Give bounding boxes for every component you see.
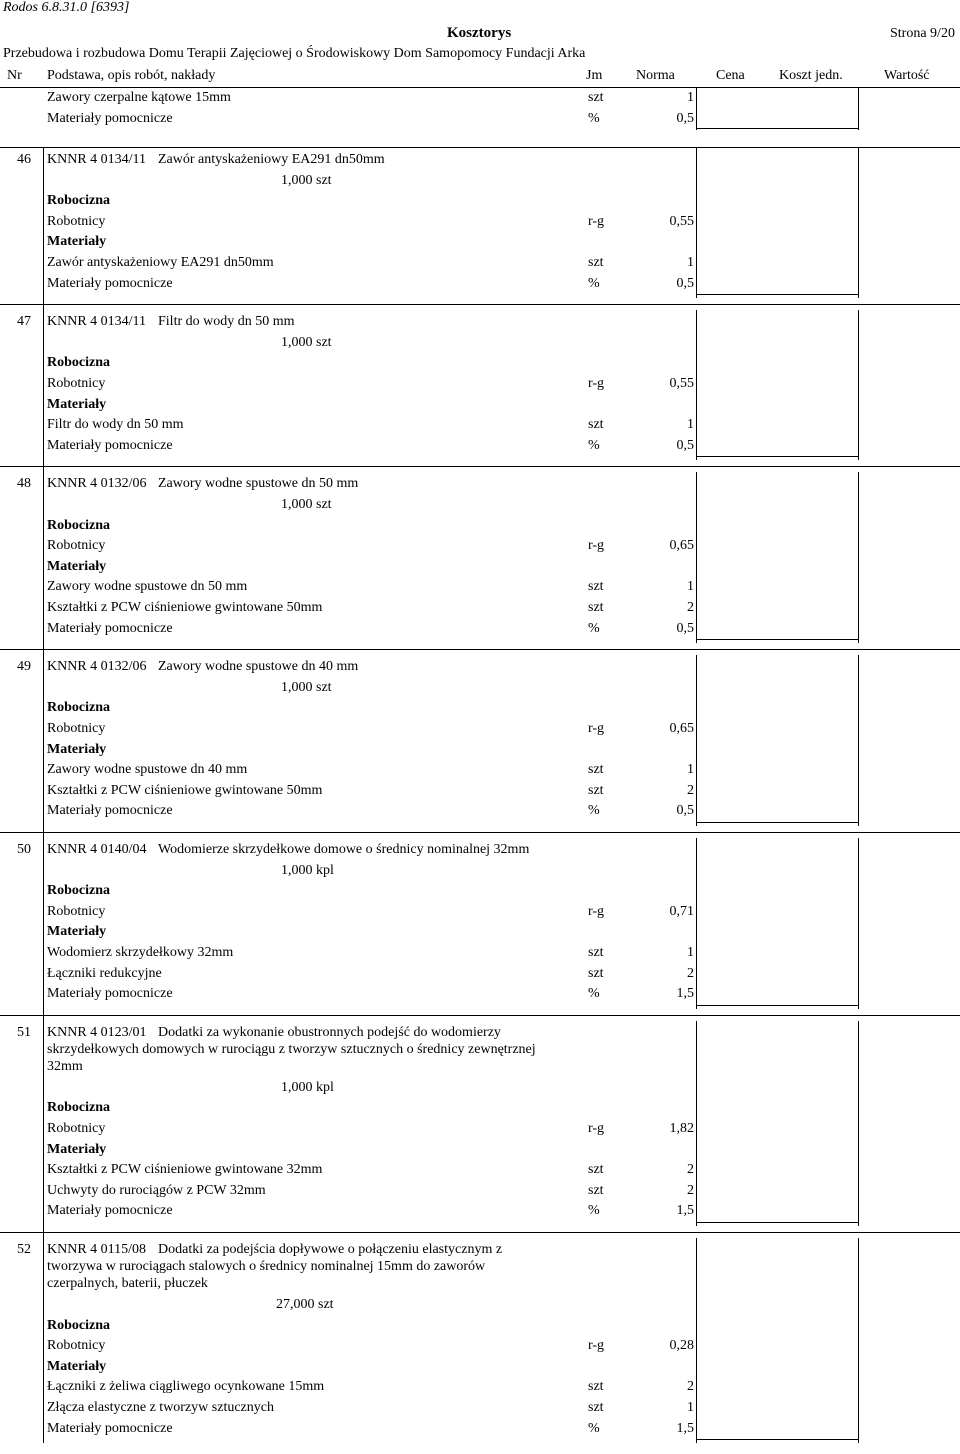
item-quantity: 1,000 szt <box>281 334 332 350</box>
material-row-name: Filtr do wody dn 50 mm <box>47 417 184 433</box>
item-basis: KNNR 4 0132/06 <box>47 476 147 492</box>
item-description: Zawory wodne spustowe dn 50 mm <box>158 476 359 492</box>
labor-row-unit: r-g <box>588 376 605 391</box>
material-row-norm: 2 <box>687 1162 694 1178</box>
item-vline <box>696 1238 697 1443</box>
labor-row-norm: 1,82 <box>669 1121 694 1136</box>
item-separator <box>0 304 960 305</box>
labor-heading: Robocizna <box>47 1317 110 1333</box>
item-quantity: 1,000 szt <box>281 679 332 695</box>
material-row-name: Materiały pomocnicze <box>47 803 173 819</box>
item-description: czerpalnych, baterii, płuczek <box>47 1276 208 1291</box>
item-separator <box>0 832 960 833</box>
carryover-aux-unit: % <box>588 111 600 126</box>
item-description: Wodomierze skrzydełkowe domowe o średnicy nominalnej 32mm <box>158 842 530 857</box>
item-description: tworzywa w rurociągach stalowych o średnicy nominalnej 15mm do zaworów <box>47 1259 486 1274</box>
material-row-name: Kształtki z PCW ciśnieniowe gwintowane 50mm <box>47 600 323 615</box>
item-separator <box>0 649 960 650</box>
item-vline <box>43 838 44 1025</box>
item-vline <box>858 1021 859 1226</box>
carryover-aux-norm: 0,5 <box>676 111 694 126</box>
item-vline <box>858 310 859 460</box>
col-nr: Nr <box>7 68 22 83</box>
materials-heading: Materiały <box>47 741 107 757</box>
labor-row-unit: r-g <box>588 213 605 229</box>
material-row-name: Materiały pomocnicze <box>47 1203 173 1219</box>
item-vline <box>858 655 859 826</box>
item-number: 46 <box>17 152 31 167</box>
material-row-norm: 2 <box>687 1182 694 1198</box>
material-row-norm: 1 <box>687 762 694 778</box>
labor-row-name: Robotnicy <box>47 721 106 736</box>
item-separator <box>0 1015 960 1016</box>
labor-heading: Robocizna <box>47 517 110 533</box>
material-row-name: Kształtki z PCW ciśnieniowe gwintowane 32mm <box>47 1162 323 1178</box>
materials-heading: Materiały <box>47 558 107 574</box>
labor-row-norm: 0,55 <box>669 376 694 391</box>
labor-row-name: Robotnicy <box>47 1338 106 1354</box>
material-row-norm: 0,5 <box>676 437 694 453</box>
material-row-norm: 1,5 <box>676 1203 694 1219</box>
material-row-unit: szt <box>588 782 604 798</box>
material-row-name: Wodomierz skrzydełkowy 32mm <box>47 945 234 960</box>
material-row-norm: 1,5 <box>676 1420 694 1436</box>
material-row-name: Zawór antyskażeniowy EA291 dn50mm <box>47 255 274 270</box>
item-basis: KNNR 4 0140/04 <box>47 842 147 857</box>
material-row-unit: % <box>588 275 600 291</box>
item-basis: KNNR 4 0132/06 <box>47 659 147 675</box>
item-vline <box>43 1021 44 1242</box>
item-quantity: 1,000 kpl <box>281 1079 334 1095</box>
labor-row-name: Robotnicy <box>47 213 106 229</box>
material-row-norm: 1 <box>687 945 694 960</box>
item-description: Dodatki za wykonanie obustronnych podejść do wodomierzy <box>158 1024 501 1040</box>
item-vline <box>858 1238 859 1443</box>
material-row-norm: 2 <box>687 600 694 615</box>
material-row-unit: szt <box>588 600 604 615</box>
item-vline <box>43 472 44 659</box>
item-number: 52 <box>17 1242 31 1257</box>
materials-heading: Materiały <box>47 924 107 940</box>
labor-row-norm: 0,71 <box>669 903 694 919</box>
materials-heading: Materiały <box>47 1141 107 1157</box>
material-row-norm: 0,5 <box>676 620 694 636</box>
material-row-name: Materiały pomocnicze <box>47 986 173 1002</box>
material-row-name: Materiały pomocnicze <box>47 275 173 291</box>
labor-row-name: Robotnicy <box>47 903 106 919</box>
material-row-unit: % <box>588 1203 600 1219</box>
item-subtotal-line <box>696 294 858 295</box>
item-vline <box>43 1238 44 1443</box>
labor-row-unit: r-g <box>588 1338 605 1354</box>
item-number: 50 <box>17 842 31 857</box>
material-row-norm: 1,5 <box>676 986 694 1002</box>
col-description: Podstawa, opis robót, nakłady <box>47 68 216 83</box>
item-number: 48 <box>17 476 31 492</box>
material-row-norm: 0,5 <box>676 275 694 291</box>
item-number: 47 <box>17 314 31 330</box>
material-row-unit: % <box>588 986 600 1002</box>
item-vline <box>43 148 44 314</box>
item-description: Filtr do wody dn 50 mm <box>158 314 295 330</box>
material-row-name: Uchwyty do rurociągów z PCW 32mm <box>47 1182 266 1198</box>
material-row-unit: szt <box>588 1379 604 1395</box>
labor-row-name: Robotnicy <box>47 376 106 391</box>
material-row-norm: 2 <box>687 965 694 981</box>
labor-row-norm: 0,65 <box>669 721 694 736</box>
material-row-norm: 1 <box>687 417 694 433</box>
col-unit-cost: Koszt jedn. <box>779 68 843 83</box>
item-vline <box>858 472 859 643</box>
item-subtotal-line <box>696 1222 858 1223</box>
item-description: Zawór antyskażeniowy EA291 dn50mm <box>158 152 385 167</box>
materials-heading: Materiały <box>47 396 107 412</box>
item-basis: KNNR 4 0134/11 <box>47 314 147 330</box>
materials-heading: Materiały <box>47 234 107 250</box>
item-quantity: 1,000 kpl <box>281 862 334 878</box>
material-row-norm: 0,5 <box>676 803 694 819</box>
item-subtotal-line <box>696 456 858 457</box>
materials-heading: Materiały <box>47 1358 107 1374</box>
item-vline <box>43 310 44 476</box>
carryover-material-unit: szt <box>588 90 604 105</box>
labor-heading: Robocizna <box>47 193 110 209</box>
item-number: 51 <box>17 1024 31 1040</box>
item-vline <box>696 148 697 298</box>
labor-heading: Robocizna <box>47 883 110 899</box>
item-vline <box>696 838 697 1009</box>
material-row-name: Łączniki redukcyjne <box>47 965 162 981</box>
material-row-norm: 1 <box>687 1400 694 1415</box>
item-vline <box>696 655 697 826</box>
labor-heading: Robocizna <box>47 700 110 716</box>
carryover-material-norm: 1 <box>687 90 694 105</box>
labor-row-norm: 0,55 <box>669 213 694 229</box>
col-unit: Jm <box>586 68 603 83</box>
carryover-aux-name: Materiały pomocnicze <box>47 111 173 126</box>
document-title: Kosztorys <box>447 25 512 41</box>
labor-row-unit: r-g <box>588 903 605 919</box>
item-description: Dodatki za podejścia dopływowe o połączeniu elastycznym z <box>158 1242 503 1257</box>
material-row-name: Łączniki z żeliwa ciągliwego ocynkowane 15mm <box>47 1379 325 1395</box>
labor-heading: Robocizna <box>47 355 110 371</box>
labor-row-unit: r-g <box>588 538 605 554</box>
material-row-name: Kształtki z PCW ciśnieniowe gwintowane 50mm <box>47 782 323 798</box>
page-number: Strona 9/20 <box>890 26 955 41</box>
item-separator <box>0 1232 960 1233</box>
material-row-unit: szt <box>588 579 604 595</box>
item-subtotal-line <box>696 822 858 823</box>
item-quantity: 27,000 szt <box>276 1297 334 1312</box>
material-row-name: Materiały pomocnicze <box>47 437 173 453</box>
item-basis: KNNR 4 0134/11 <box>47 152 147 167</box>
material-row-unit: szt <box>588 945 604 960</box>
item-quantity: 1,000 szt <box>281 172 332 188</box>
item-quantity: 1,000 szt <box>281 497 332 512</box>
material-row-norm: 1 <box>687 255 694 270</box>
material-row-unit: % <box>588 803 600 819</box>
col-norm: Norma <box>636 68 675 83</box>
material-row-unit: szt <box>588 1400 604 1415</box>
material-row-unit: szt <box>588 417 604 433</box>
item-vline <box>696 310 697 460</box>
col-value: Wartość <box>884 68 930 83</box>
item-vline <box>43 655 44 842</box>
item-separator <box>0 466 960 467</box>
labor-row-norm: 0,28 <box>669 1338 694 1354</box>
item-subtotal-line <box>696 639 858 640</box>
material-row-name: Materiały pomocnicze <box>47 620 173 636</box>
material-row-name: Złącza elastyczne z tworzyw sztucznych <box>47 1400 274 1415</box>
material-row-unit: % <box>588 620 600 636</box>
item-subtotal-line <box>696 1439 858 1440</box>
material-row-unit: szt <box>588 1162 604 1178</box>
project-title: Przebudowa i rozbudowa Domu Terapii Zajęciowej o Środowiskowy Dom Samopomocy Fundacji Arka <box>3 46 586 61</box>
item-number: 49 <box>17 659 31 675</box>
item-vline <box>858 838 859 1009</box>
item-vline <box>858 148 859 298</box>
labor-row-name: Robotnicy <box>47 1121 106 1136</box>
item-basis: KNNR 4 0115/08 <box>47 1242 147 1257</box>
labor-heading: Robocizna <box>47 1100 110 1116</box>
item-vline <box>696 1021 697 1226</box>
material-row-unit: szt <box>588 762 604 778</box>
material-row-name: Materiały pomocnicze <box>47 1420 173 1436</box>
labor-row-unit: r-g <box>588 721 605 736</box>
material-row-name: Zawory wodne spustowe dn 50 mm <box>47 579 248 595</box>
material-row-unit: % <box>588 1420 600 1436</box>
material-row-unit: % <box>588 437 600 453</box>
col-price: Cena <box>716 68 745 83</box>
material-row-name: Zawory wodne spustowe dn 40 mm <box>47 762 248 778</box>
item-basis: KNNR 4 0123/01 <box>47 1024 147 1040</box>
app-title: Rodos 6.8.31.0 [6393] <box>3 0 130 15</box>
item-vline <box>696 472 697 643</box>
material-row-unit: szt <box>588 1182 604 1198</box>
carryover-material-name: Zawory czerpalne kątowe 15mm <box>47 90 231 105</box>
material-row-unit: szt <box>588 255 604 270</box>
labor-row-unit: r-g <box>588 1121 605 1136</box>
item-subtotal-line <box>696 1005 858 1006</box>
material-row-norm: 2 <box>687 782 694 798</box>
material-row-norm: 2 <box>687 1379 694 1395</box>
material-row-unit: szt <box>588 965 604 981</box>
labor-row-name: Robotnicy <box>47 538 106 554</box>
material-row-norm: 1 <box>687 579 694 595</box>
item-description: Zawory wodne spustowe dn 40 mm <box>158 659 359 675</box>
labor-row-norm: 0,65 <box>669 538 694 554</box>
item-description: 32mm <box>47 1058 83 1074</box>
item-description: skrzydełkowych domowych w rurociągu z tworzyw sztucznych o średnicy zewnętrznej <box>47 1041 536 1057</box>
